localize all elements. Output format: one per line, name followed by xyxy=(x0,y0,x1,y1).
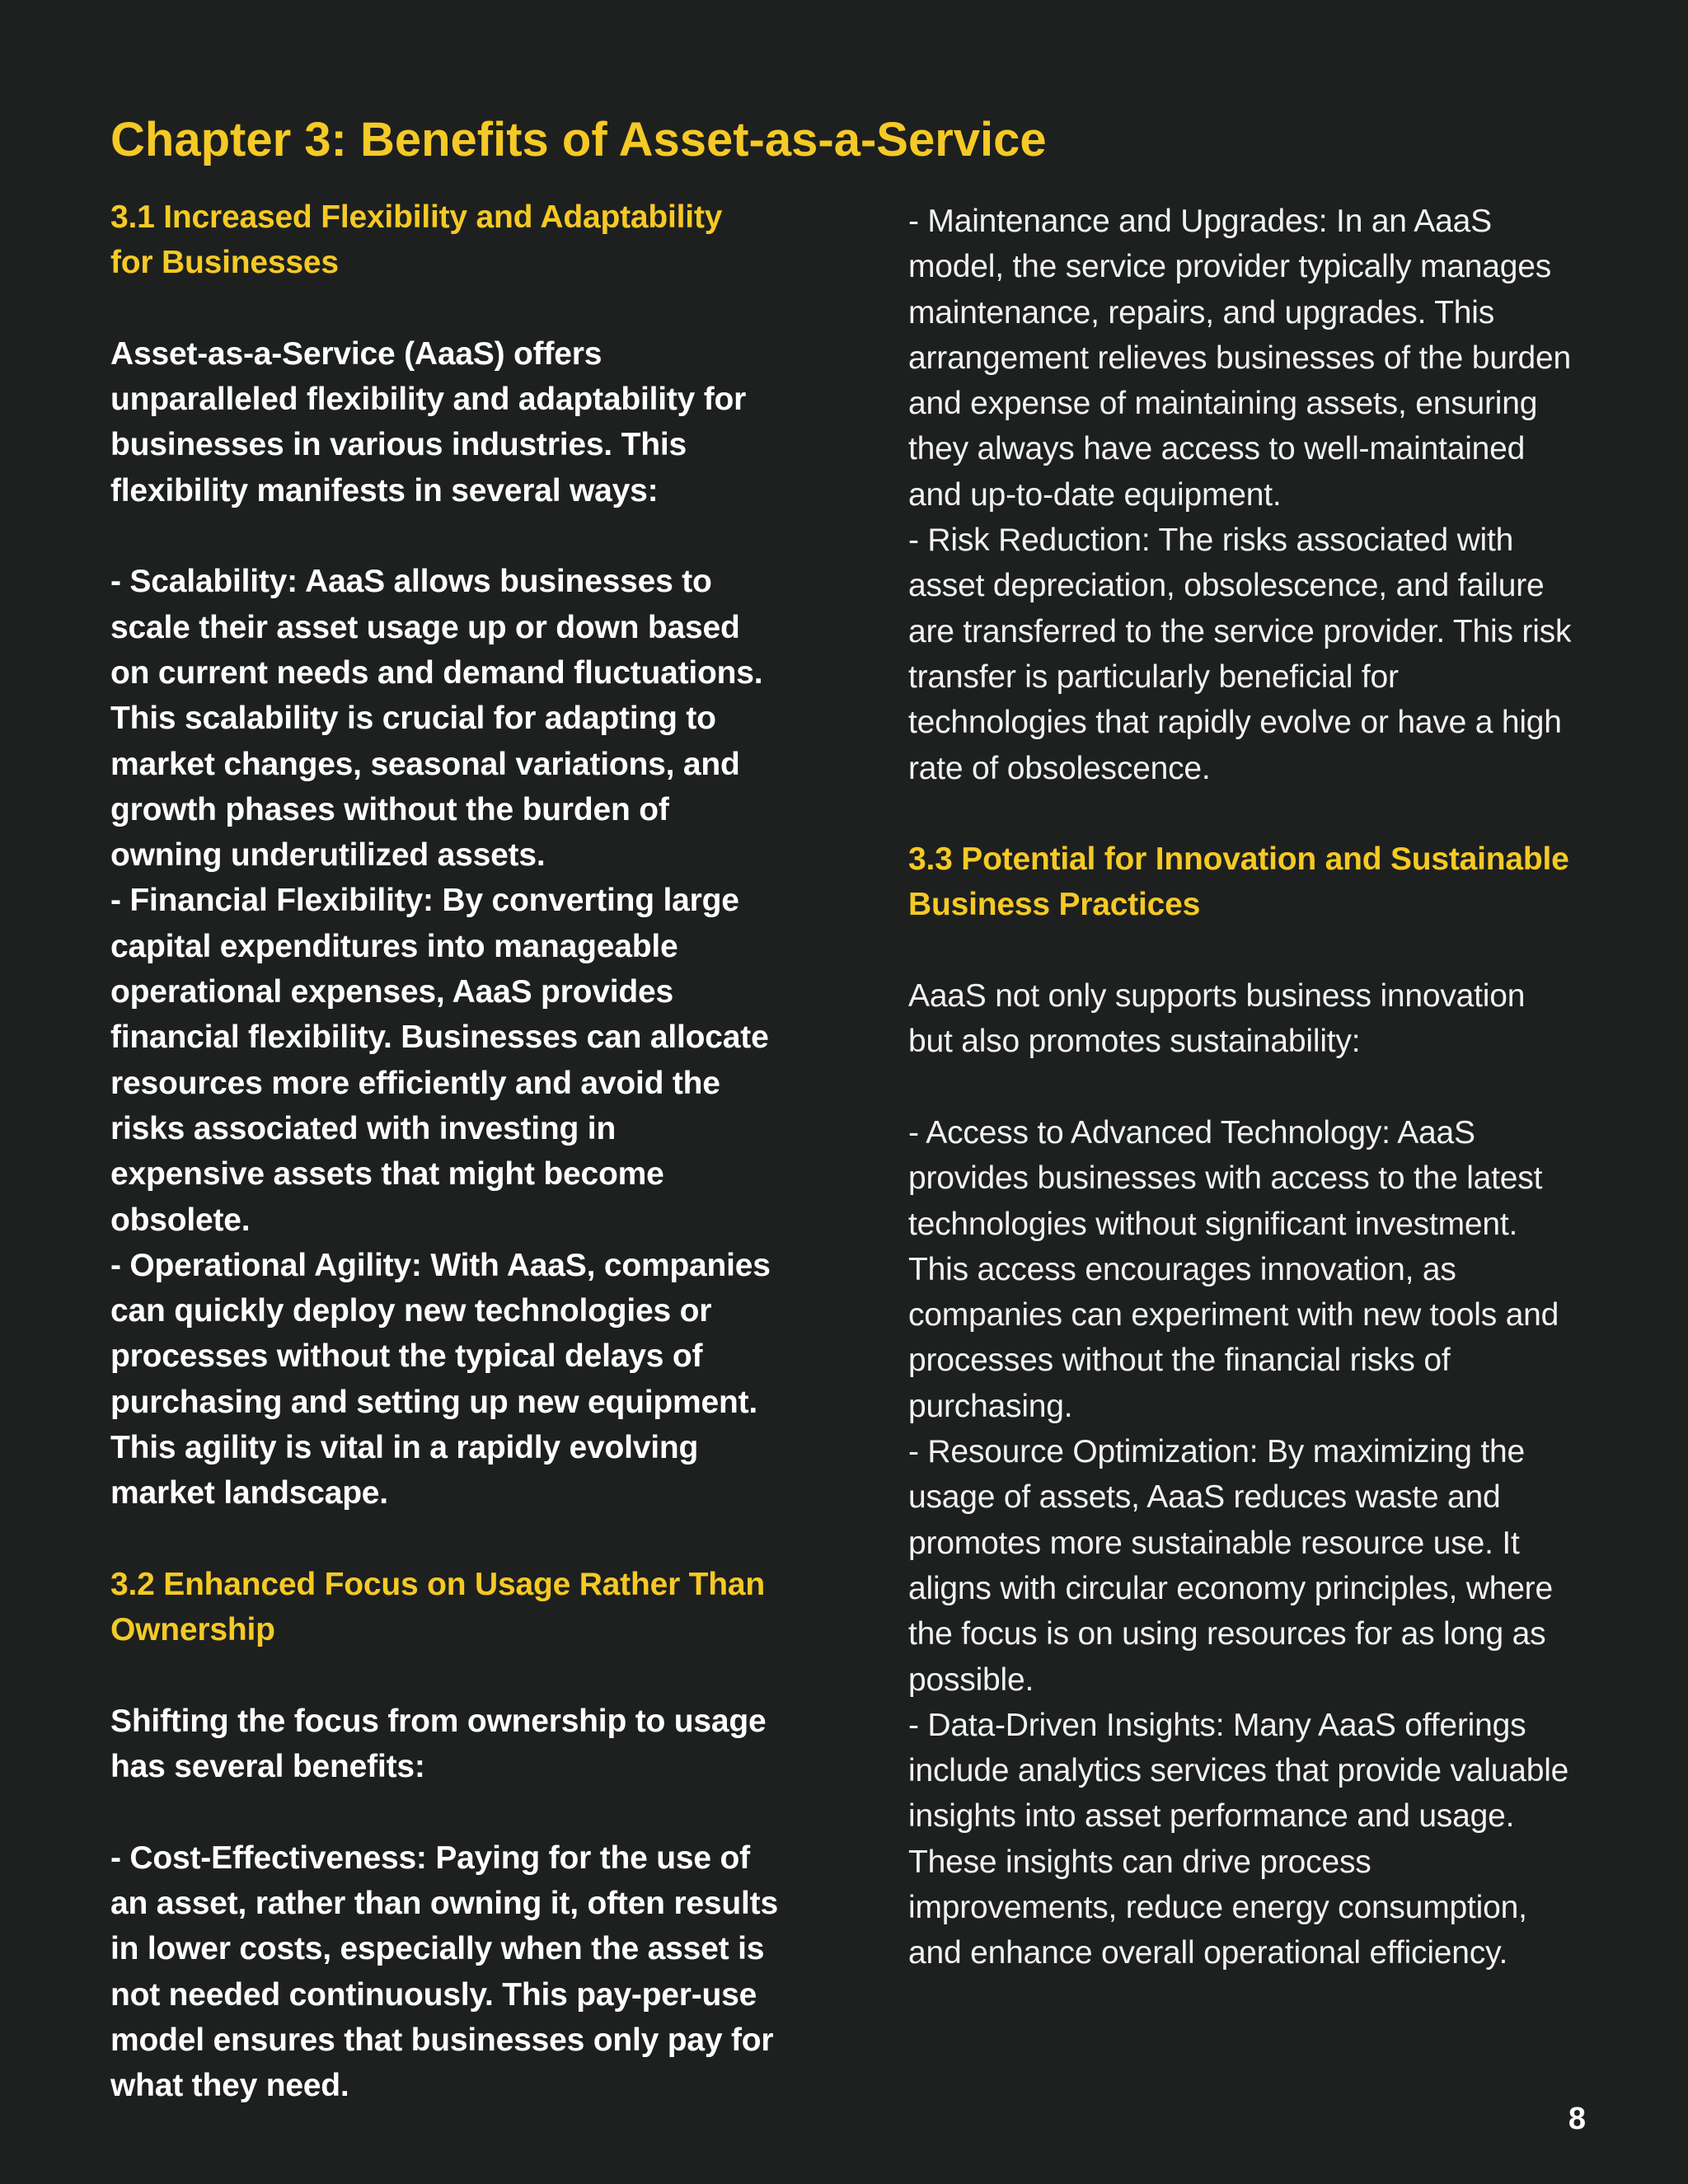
risk-reduction-paragraph xyxy=(908,518,1609,791)
text-line: capital expenditures into manageable xyxy=(110,928,678,964)
section-3-1-heading xyxy=(110,194,795,286)
text-line: arrangement relieves businesses of the burden xyxy=(908,340,1571,376)
advanced-technology-paragraph xyxy=(908,1110,1609,1429)
section-heading-line: Business Practices xyxy=(908,887,1201,923)
financial-flexibility-paragraph xyxy=(110,878,795,1242)
text-line: flexibility manifests in several ways: xyxy=(110,472,659,509)
text-line: - Resource Optimization: By maximizing the xyxy=(908,1434,1526,1470)
page-number: 8 xyxy=(1568,2102,1586,2136)
left-column xyxy=(110,194,795,2108)
text-line: companies can experiment with new tools and xyxy=(908,1297,1559,1333)
text-line: usage of assets, AaaS reduces waste and xyxy=(908,1479,1501,1516)
text-line: operational expenses, AaaS provides xyxy=(110,974,673,1010)
text-line: aligns with circular economy principles, where xyxy=(908,1570,1553,1606)
paragraph-spacer xyxy=(110,1516,795,1562)
text-line: technologies that rapidly evolve or have a high xyxy=(908,705,1562,741)
text-line: and expense of maintaining assets, ensuring xyxy=(908,386,1538,422)
text-line: obsolete. xyxy=(110,1202,251,1238)
text-line: owning underutilized assets. xyxy=(110,837,546,874)
text-line: scale their asset usage up or down based xyxy=(110,609,740,645)
text-line: and up-to-date equipment. xyxy=(908,476,1282,513)
text-line: possible. xyxy=(908,1661,1034,1698)
right-column xyxy=(908,199,1609,1976)
text-line: Asset-as-a-Service (AaaS) offers xyxy=(110,335,603,372)
section-heading-line: for Businesses xyxy=(110,245,339,281)
text-line: rate of obsolescence. xyxy=(908,750,1211,786)
text-line: processes without the typical delays of xyxy=(110,1338,703,1375)
paragraph-spacer xyxy=(110,513,795,559)
text-line: an asset, rather than owning it, often results xyxy=(110,1885,778,1921)
text-line: on current needs and demand fluctuations. xyxy=(110,654,763,691)
text-line: expensive assets that might become xyxy=(110,1156,664,1193)
text-line: This agility is vital in a rapidly evolving xyxy=(110,1430,699,1466)
text-line: model, the service provider typically manages xyxy=(908,249,1552,285)
paragraph-spacer xyxy=(908,1065,1609,1110)
section-heading-line: Ownership xyxy=(110,1612,275,1648)
text-line: promotes more sustainable resource use. It xyxy=(908,1525,1520,1561)
text-line: asset depreciation, obsolescence, and failure xyxy=(908,568,1545,604)
text-line: what they need. xyxy=(110,2068,349,2104)
text-line: businesses in various industries. This xyxy=(110,427,687,463)
text-line: improvements, reduce energy consumption, xyxy=(908,1889,1527,1925)
text-line: processes without the financial risks of xyxy=(908,1343,1451,1379)
paragraph-spacer xyxy=(110,1789,795,1835)
text-line: - Maintenance and Upgrades: In an AaaS xyxy=(908,204,1492,239)
section-3-3-intro xyxy=(908,973,1609,1065)
text-line: insights into asset performance and usage. xyxy=(908,1798,1515,1835)
section-3-1-intro xyxy=(110,331,795,513)
operational-agility-paragraph xyxy=(110,1243,795,1516)
text-line: provides businesses with access to the latest xyxy=(908,1160,1543,1197)
text-line: has several benefits: xyxy=(110,1749,425,1785)
text-line: not needed continuously. This pay-per-use xyxy=(110,1976,757,2013)
section-3-2-intro xyxy=(110,1699,795,1790)
paragraph-spacer xyxy=(110,1653,795,1699)
data-driven-insights-paragraph xyxy=(908,1703,1609,1976)
page-title: Chapter 3: Benefits of Asset-as-a-Service xyxy=(110,113,1047,166)
text-line: they always have access to well-maintained xyxy=(908,431,1526,467)
text-line: but also promotes sustainability: xyxy=(908,1024,1361,1060)
text-line: can quickly deploy new technologies or xyxy=(110,1293,712,1329)
text-line: AaaS not only supports business innovation xyxy=(908,978,1526,1015)
text-line: - Operational Agility: With AaaS, companies xyxy=(110,1247,771,1283)
section-heading-line: 3.1 Increased Flexibility and Adaptability xyxy=(110,199,723,235)
text-line: risks associated with investing in xyxy=(110,1110,617,1146)
text-line: - Access to Advanced Technology: AaaS xyxy=(908,1114,1475,1151)
text-line: include analytics services that provide valuable xyxy=(908,1753,1569,1789)
text-line: This access encourages innovation, as xyxy=(908,1251,1456,1287)
text-line: These insights can drive process xyxy=(908,1844,1372,1880)
text-line: unparalleled flexibility and adaptability for xyxy=(110,382,747,418)
text-line: are transferred to the service provider. This risk xyxy=(908,613,1572,649)
section-heading-line: 3.2 Enhanced Focus on Usage Rather Than xyxy=(110,1566,766,1602)
text-line: in lower costs, especially when the asset is xyxy=(110,1931,765,1967)
maintenance-paragraph xyxy=(908,199,1609,518)
paragraph-spacer xyxy=(908,791,1609,837)
section-3-3-heading xyxy=(908,837,1609,928)
text-line: - Financial Flexibility: By converting large xyxy=(110,883,739,919)
paragraph-spacer xyxy=(908,928,1609,973)
text-line: market changes, seasonal variations, and xyxy=(110,746,740,782)
section-3-2-heading xyxy=(110,1562,795,1653)
text-line: - Data-Driven Insights: Many AaaS offerings xyxy=(908,1707,1526,1743)
text-line: model ensures that businesses only pay for xyxy=(110,2022,774,2058)
text-line: Shifting the focus from ownership to usage xyxy=(110,1703,767,1739)
scalability-paragraph xyxy=(110,559,795,878)
text-line: and enhance overall operational efficiency. xyxy=(908,1935,1508,1971)
text-line: financial flexibility. Businesses can allocate xyxy=(110,1019,769,1056)
text-line: - Scalability: AaaS allows businesses to xyxy=(110,564,712,600)
text-line: - Cost-Effectiveness: Paying for the use of xyxy=(110,1840,750,1876)
text-line: - Risk Reduction: The risks associated with xyxy=(908,523,1514,559)
text-line: purchasing and setting up new equipment. xyxy=(110,1384,758,1420)
text-line: the focus is on using resources for as long as xyxy=(908,1616,1546,1652)
text-line: This scalability is crucial for adapting to xyxy=(110,701,716,737)
text-line: purchasing. xyxy=(908,1388,1073,1424)
text-line: market landscape. xyxy=(110,1475,388,1511)
paragraph-spacer xyxy=(110,286,795,331)
cost-effectiveness-paragraph xyxy=(110,1835,795,2109)
text-line: growth phases without the burden of xyxy=(110,791,669,827)
resource-optimization-paragraph xyxy=(908,1429,1609,1703)
text-line: transfer is particularly beneficial for xyxy=(908,658,1399,695)
text-line: maintenance, repairs, and upgrades. This xyxy=(908,294,1495,330)
text-line: resources more efficiently and avoid the xyxy=(110,1065,720,1101)
section-heading-line: 3.3 Potential for Innovation and Sustainable xyxy=(908,841,1569,878)
text-line: technologies without significant investment. xyxy=(908,1206,1518,1242)
